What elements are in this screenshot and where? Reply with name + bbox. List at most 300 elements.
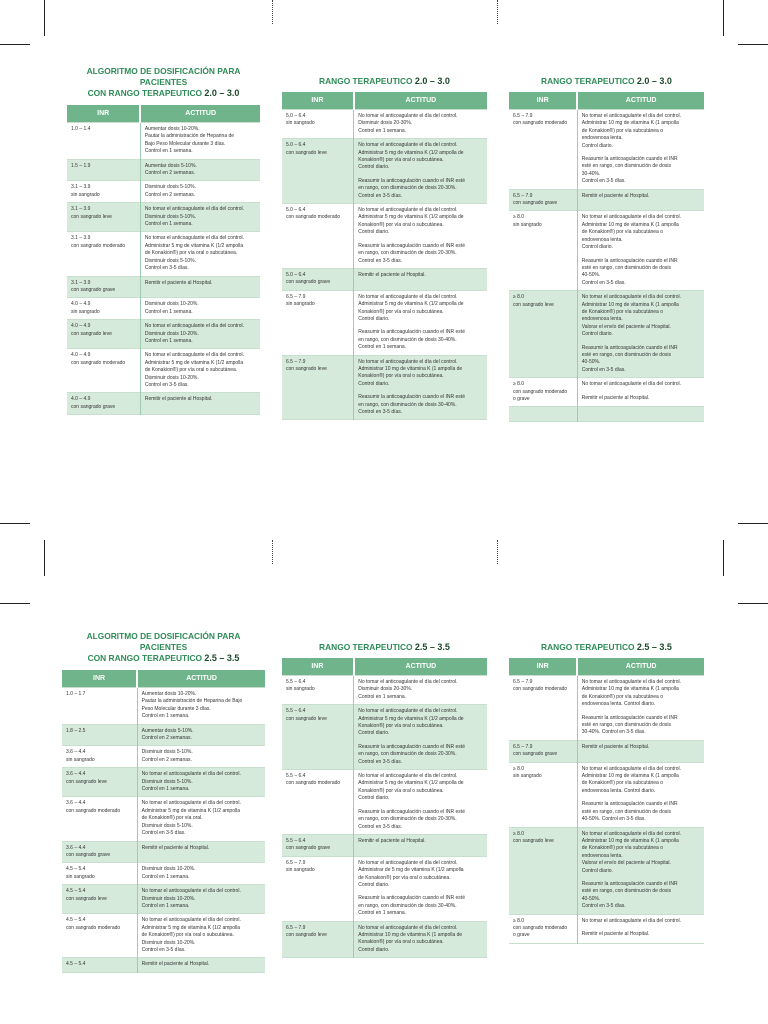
actitud-text: de Konakion®) por vía oral o subcutánea. [144, 250, 238, 257]
actitud-text: Remitir el paciente al Hospital. [144, 396, 213, 403]
actitud-text: Administrar 10 mg de vitamina K (1 ampolla [581, 837, 679, 844]
table-row [282, 834, 487, 856]
table-row [282, 139, 487, 204]
inr-text: 3.1 – 3.9 [71, 235, 91, 242]
inr-text: ≥ 8.0 [513, 830, 525, 837]
inr-text: ≥ 8.0 [513, 214, 525, 221]
inr-text: 5.5 – 6.4 [286, 679, 306, 685]
actitud-cell [137, 768, 265, 797]
actitud-cell [577, 110, 704, 190]
inr-text: 4.0 – 4.9 [71, 323, 91, 330]
fold-mark [497, 540, 498, 564]
inr-cell [62, 746, 137, 768]
inr-text: 5.0 – 6.4 [286, 207, 306, 214]
header-actitud: ACTITUD [577, 658, 704, 676]
inr-cell [282, 110, 354, 139]
actitud-text: Control en 1 semana. [144, 148, 193, 155]
inr-text: 6.5 – 7.9 [286, 358, 306, 365]
inr-text: 5.5 – 6.4 [286, 708, 306, 715]
actitud-cell [140, 123, 260, 160]
inr-text: 5.5 – 6.4 [286, 837, 306, 844]
actitud-cell [577, 189, 704, 211]
inr-text: con sangrado moderado [513, 686, 568, 693]
actitud-text: de Konakion®) por vía oral o subcutánea. [144, 367, 238, 374]
inr-cell [67, 159, 140, 181]
actitud-text: Control en 3-5 días. [141, 946, 186, 953]
actitud-text: Control diario. [358, 315, 390, 322]
actitud-text: Remitir el paciente al Hospital. [358, 271, 426, 278]
header-inr: INR [282, 92, 354, 110]
inr-cell [282, 834, 354, 856]
inr-cell [509, 914, 577, 943]
table-row [62, 841, 265, 863]
inr-text: 6.5 – 7.9 [286, 924, 306, 931]
actitud-cell [577, 291, 704, 378]
table-row [282, 770, 487, 835]
actitud-text: No tomar el anticoagulante el día del control. [358, 859, 458, 866]
actitud-text: endovenosa lenta. [581, 316, 623, 323]
panel-top-2 [282, 76, 487, 420]
inr-text: con sangrado leve [66, 778, 107, 785]
actitud-text: Administrar 5 mg de vitamina K (1/2 ampolla de [358, 780, 464, 787]
inr-text: con sangrado grave [513, 200, 558, 207]
inr-text: 4.0 – 4.9 [71, 396, 91, 403]
header-inr: INR [509, 658, 577, 676]
inr-text: con sangrado grave [286, 279, 331, 286]
actitud-text: esté en rango, con disminución de dosis [581, 264, 671, 271]
fold-mark [497, 0, 498, 24]
actitud-cell [140, 181, 260, 203]
inr-cell [509, 676, 577, 741]
actitud-text: Reasumir la anticoagulación cuando el INR [581, 257, 678, 264]
inr-text: 6.5 – 7.9 [286, 293, 306, 300]
inr-text: 1.5 – 1.9 [71, 162, 91, 169]
inr-text: 6.5 – 7.9 [513, 113, 533, 119]
actitud-text: Disminuir dosis 10-20%. [144, 374, 199, 381]
actitud-text: Control en 3-5 días. [581, 279, 626, 286]
table-row [509, 676, 704, 741]
actitud-text: Pautar la administración de Heparina de Bajo [141, 698, 243, 705]
actitud-text: Control en 1 semana. [358, 693, 407, 700]
actitud-text: Aumentar dosis 10-20%. [141, 691, 197, 697]
actitud-text: Administrar 10 mg de vitamina K (1 ampolla de [358, 365, 463, 372]
table-row [282, 921, 487, 958]
inr-text: con sangrado moderado [286, 214, 341, 221]
fold-mark [272, 0, 273, 24]
inr-cell [282, 290, 354, 355]
actitud-text: Control diario. [358, 795, 390, 802]
actitud-text: Administrar 5 mg de vitamina K (1/2 ampolla [144, 359, 244, 366]
inr-cell [509, 762, 577, 827]
actitud-text: Administrar 10 mg de vitamina K (1 ampolla de [358, 931, 463, 938]
actitud-text: 40-50%. Control en 3-5 días. [581, 816, 646, 823]
actitud-text: Administrar 5 mg de vitamina K (1/2 ampolla de [358, 715, 464, 722]
actitud-text: Reasumir la anticoagulación cuando el INR esté [358, 808, 465, 815]
crop-mark [0, 523, 30, 524]
inr-text: sin sangrado [513, 221, 542, 228]
table-row [62, 797, 265, 841]
actitud-text: No tomar el anticoagulante el día del control. [141, 888, 241, 895]
table-row [282, 355, 487, 420]
actitud-text: de Konakion®) por vía subcutánea o [581, 845, 663, 852]
actitud-text: Control en 3-5 días. [358, 758, 403, 765]
inr-text: sin sangrado [286, 686, 315, 693]
actitud-text: Control en 3-5 días. [581, 366, 626, 373]
actitud-cell [577, 914, 704, 943]
actitud-text: Reasumir la anticoagulación cuando el INR [581, 156, 678, 163]
actitud-text: Reasumir la anticoagulación cuando el INR [581, 880, 678, 887]
actitud-text: Reasumir la anticoagulación cuando el INR [581, 801, 678, 808]
inr-text: con sangrado grave [71, 286, 116, 293]
actitud-text: Administrar de 5 mg de vitamina K (1/2 ampolla [358, 867, 464, 874]
inr-text: 3.6 – 4.4 [66, 749, 86, 756]
panel-title: RANGO TERAPEUTICO 2.0 – 3.0 [319, 76, 450, 86]
actitud-text: Konakion®) por vía oral o subcutánea. [358, 723, 444, 730]
actitud-text: Control en 1 semana. [144, 221, 193, 228]
actitud-cell [577, 378, 704, 407]
actitud-text: Control en 1 semana. [358, 344, 407, 351]
inr-text: 5.5 – 6.4 [286, 773, 306, 780]
actitud-text: Konakion®) por vía oral o subcutánea. [358, 373, 444, 380]
actitud-text: Konakion®) por vía oral o subcutánea. [358, 221, 444, 228]
actitud-text: Disminuir dosis 10-20%. [144, 301, 199, 308]
panel-title: RANGO TERAPEUTICO 2.5 – 3.5 [319, 642, 450, 652]
inr-cell [282, 355, 354, 420]
actitud-text: Control diario. [358, 380, 390, 387]
table-row [62, 863, 265, 885]
table-row [67, 123, 260, 160]
table-row [282, 676, 487, 705]
actitud-text: No tomar el anticoagulante el día del control. [581, 679, 681, 685]
actitud-text: endovenosa lenta. Control diario. [581, 701, 656, 708]
inr-text: o grave [513, 396, 530, 402]
inr-text: con sangrado leve [513, 837, 554, 844]
actitud-text: Control diario. [358, 946, 390, 953]
actitud-text: Disminuir dosis 5-10%. [141, 749, 193, 756]
inr-text: con sangrado moderado [66, 807, 121, 814]
actitud-text: No tomar el anticoagulante el día del control. [358, 358, 458, 365]
actitud-text: Disminuir dosis 5-10%. [141, 778, 193, 785]
fold-mark [272, 540, 273, 564]
crop-mark [738, 44, 768, 45]
table-row [67, 349, 260, 393]
inr-cell [62, 914, 137, 958]
actitud-text: Control en 2 semanas. [144, 191, 196, 198]
actitud-text: Control en 3-5 días. [581, 178, 626, 185]
actitud-text: Control diario. [581, 331, 613, 338]
actitud-text: No tomar el anticoagulante el día del control. [581, 765, 681, 772]
inr-cell [509, 827, 577, 914]
panel-title: ALGORITMO DE DOSIFICACIÓN PARA PACIENTES CON RANGO TERAPEUTICO 2.5 – 3.5 [86, 631, 241, 663]
actitud-text: No tomar el anticoagulante el día del control. [358, 207, 458, 214]
table-row [62, 768, 265, 797]
actitud-text: en rango, con disminución de dosis 20-30%. [358, 185, 457, 192]
inr-text: 1.8 – 2.5 [66, 727, 86, 734]
actitud-cell [354, 921, 487, 958]
actitud-text: Konakion®) por vía oral o subcutánea. [358, 308, 444, 315]
actitud-cell [140, 232, 260, 276]
table-row [62, 914, 265, 958]
actitud-text: Control diario. [581, 244, 613, 251]
actitud-text: No tomar el anticoagulante el día del control. [358, 293, 458, 300]
inr-cell [62, 885, 137, 914]
actitud-text: Administrar 5 mg de vitamina K (1/2 ampolla [141, 924, 240, 931]
actitud-text: No tomar el anticoagulante el día del control. [581, 381, 681, 388]
inr-cell [67, 181, 140, 203]
actitud-text: Disminuir dosis 5-10%. [141, 822, 193, 829]
inr-cell [67, 349, 140, 393]
panel-title: RANGO TERAPEUTICO 2.0 – 3.0 [541, 76, 672, 86]
table-row [62, 958, 265, 972]
table-row [67, 276, 260, 298]
inr-text: 3.1 – 3.9 [71, 184, 91, 191]
inr-text: o grave [513, 932, 530, 939]
actitud-text: No tomar el anticoagulante el día del control. [581, 830, 681, 837]
inr-text: con sangrado moderado [71, 242, 126, 249]
actitud-text: de Konakion®) por vía subcutánea o [581, 780, 663, 787]
inr-text: con sangrado leve [286, 365, 327, 372]
actitud-text: Konakion®) por vía oral o subcutánea. [358, 157, 444, 164]
actitud-cell [137, 746, 265, 768]
inr-cell [509, 407, 577, 421]
table-row [67, 181, 260, 203]
inr-cell [62, 958, 137, 972]
actitud-cell [354, 705, 487, 770]
actitud-text: Control diario. [358, 229, 390, 236]
actitud-text: Reasumir la anticoagulación cuando el INR esté [358, 743, 465, 750]
actitud-cell [140, 320, 260, 349]
actitud-cell [137, 885, 265, 914]
actitud-text: Pautar la administración de Heparina de [144, 133, 235, 140]
actitud-text: Remitir el paciente al Hospital. [581, 930, 650, 937]
inr-text: 3.6 – 4.4 [66, 800, 86, 807]
inr-text: 1.0 – 1.4 [71, 126, 91, 132]
inr-text: con sangrado moderado [66, 924, 121, 931]
actitud-text: Remitir el paciente al Hospital. [141, 961, 210, 968]
inr-text: sin sangrado [71, 308, 100, 315]
actitud-text: esté en rango, con disminución de dosis [581, 163, 671, 170]
actitud-text: Control en 3-5 días. [141, 830, 186, 837]
actitud-text: Administrar 10 mg de vitamina K (1 ampolla [581, 686, 679, 693]
header-inr: INR [282, 658, 354, 676]
table-row [67, 232, 260, 276]
inr-cell [67, 232, 140, 276]
inr-cell [509, 211, 577, 291]
actitud-text: de Konakion®) por vía subcutánea o [581, 693, 663, 700]
actitud-cell [140, 349, 260, 393]
actitud-cell [137, 688, 265, 725]
inr-cell [282, 770, 354, 835]
inr-text: con sangrado grave [71, 403, 116, 410]
crop-mark [0, 603, 30, 604]
actitud-text: Peso Molecular durante 3 días. [141, 705, 211, 712]
dosing-table [509, 92, 704, 422]
actitud-text: Control diario. [581, 867, 613, 874]
actitud-text: esté en rango, con disminución de dosis [581, 722, 671, 729]
actitud-cell [137, 841, 265, 863]
actitud-cell [137, 863, 265, 885]
table-row [509, 189, 704, 211]
panel-bottom-2 [282, 642, 487, 958]
actitud-text: Control en 3-5 días. [358, 192, 403, 199]
actitud-text: No tomar el anticoagulante el día del control. [144, 352, 245, 359]
actitud-text: 30-40%. [581, 170, 601, 177]
table-row [509, 291, 704, 378]
inr-cell [67, 123, 140, 160]
inr-text: 5.0 – 6.4 [286, 113, 306, 119]
actitud-text: esté en rango, con disminución de dosis [581, 888, 671, 895]
actitud-text: Valorar el envío del paciente al Hospital. [581, 860, 671, 867]
actitud-text: de Konakion®) por vía oral o subcutánea. [141, 932, 234, 939]
dosing-table [282, 658, 487, 958]
inr-text: 1.0 – 1.7 [66, 691, 86, 697]
inr-text: 6.5 – 7.9 [513, 192, 533, 199]
actitud-text: No tomar el anticoagulante el día del control. [581, 294, 681, 301]
table-row [509, 762, 704, 827]
table-row [282, 268, 487, 290]
inr-text: 3.6 – 4.4 [66, 844, 86, 851]
inr-text: 3.6 – 4.4 [66, 771, 86, 778]
inr-cell [282, 204, 354, 269]
actitud-text: de Konakion®) por vía subcutánea o [581, 229, 663, 236]
inr-cell [62, 688, 137, 725]
actitud-text: Administrar 5 mg de vitamina K (1/2 ampolla [141, 807, 240, 814]
actitud-text: en rango, con disminución de dosis 20-30%. [358, 250, 457, 257]
inr-text: 5.0 – 6.4 [286, 142, 306, 149]
inr-text: sin sangrado [71, 191, 100, 198]
actitud-text: esté en rango, con disminución de dosis [581, 351, 671, 358]
inr-text: con sangrado leve [286, 715, 327, 722]
table-row [509, 407, 704, 421]
actitud-text: Control en 1 semana. [358, 127, 407, 134]
table-row [62, 746, 265, 768]
inr-text: 4.5 – 5.4 [66, 888, 86, 895]
actitud-text: en rango, con disminución de dosis 30-40%. [358, 336, 457, 343]
actitud-text: Bajo Peso Molecular durante 3 días. [144, 140, 226, 147]
actitud-cell [577, 676, 704, 741]
inr-cell [282, 268, 354, 290]
actitud-text: esté en rango, con disminución de dosis [581, 808, 671, 815]
actitud-text: Remitir el paciente al Hospital. [581, 192, 650, 199]
actitud-text: en rango, con disminución de dosis 30-40%. [358, 401, 457, 408]
actitud-cell [137, 914, 265, 958]
actitud-text: Control en 1 semana. [144, 308, 193, 315]
actitud-text: de Konakion®) por vía oral. [141, 815, 203, 822]
inr-cell [509, 378, 577, 407]
actitud-cell [354, 834, 487, 856]
actitud-text: Control en 2 semanas. [141, 756, 192, 763]
header-actitud: ACTITUD [137, 670, 265, 688]
table-row [282, 204, 487, 269]
actitud-text: endovenosa lenta. [581, 236, 623, 243]
crop-mark [0, 44, 30, 45]
dosing-table [509, 658, 704, 944]
actitud-text: No tomar el anticoagulante el día del control. [358, 679, 458, 685]
inr-text: 4.0 – 4.9 [71, 301, 91, 308]
actitud-cell [354, 676, 487, 705]
inr-cell [67, 203, 140, 232]
actitud-text: Disminuir dosis 10-20%. [141, 895, 196, 902]
actitud-cell [354, 139, 487, 204]
actitud-text: Administrar 10 mg de vitamina K (1 ampolla [581, 120, 679, 127]
inr-text: 6.5 – 7.9 [513, 679, 533, 685]
actitud-text: No tomar el anticoagulante el día del control. [144, 323, 245, 330]
actitud-text: Control en 1 semana. [141, 902, 190, 909]
actitud-cell [140, 203, 260, 232]
inr-text: 4.5 – 5.4 [66, 961, 86, 968]
actitud-text: Reasumir la anticoagulación cuando el INR esté [358, 177, 465, 184]
table-row [67, 159, 260, 181]
actitud-text: Control en 3-5 días. [144, 381, 189, 388]
table-row [62, 885, 265, 914]
inr-text: sin sangrado [66, 756, 95, 763]
inr-text: con sangrado leve [71, 213, 112, 220]
actitud-text: en rango, con disminución de dosis 20-30%. [358, 751, 457, 758]
actitud-cell [577, 211, 704, 291]
header-inr: INR [67, 105, 140, 123]
inr-text: con sangrado leve [513, 301, 554, 308]
actitud-text: Control en 3-5 días. [581, 903, 626, 910]
actitud-text: de Konakion®) por vía subcutánea o [581, 127, 663, 134]
inr-text: con sangrado grave [513, 751, 558, 758]
inr-cell [67, 320, 140, 349]
actitud-text: en rango, con disminución de dosis 20-30%. [358, 816, 457, 823]
actitud-text: Control en 3-5 días. [358, 823, 403, 830]
actitud-text: Reasumir la anticoagulación cuando el INR esté [358, 394, 465, 401]
header-actitud: ACTITUD [354, 658, 487, 676]
actitud-text: No tomar el anticoagulante el día del control. [581, 113, 681, 119]
inr-text: ≥ 8.0 [513, 381, 525, 388]
panel-bottom-1 [62, 631, 265, 973]
inr-text: con sangrado leve [71, 330, 112, 337]
actitud-cell [140, 276, 260, 298]
actitud-text: endovenosa lenta. [581, 852, 623, 859]
inr-cell [282, 705, 354, 770]
table-row [509, 378, 704, 407]
inr-cell [509, 189, 577, 211]
inr-cell [62, 768, 137, 797]
actitud-text: endovenosa lenta. [581, 135, 623, 142]
actitud-cell [140, 298, 260, 320]
inr-text: 4.5 – 5.4 [66, 866, 86, 873]
actitud-text: Valorar el envío del paciente al Hospital. [581, 323, 671, 330]
actitud-text: Reasumir la anticoagulación cuando el INR esté [358, 895, 465, 902]
inr-text: con sangrado moderado [286, 780, 341, 787]
table-row [282, 856, 487, 921]
inr-text: sin sangrado [66, 873, 95, 880]
actitud-text: No tomar el anticoagulante el día del control. [358, 924, 458, 931]
inr-cell [509, 291, 577, 378]
actitud-text: 40-50%. [581, 272, 601, 279]
actitud-cell [354, 770, 487, 835]
actitud-text: Reasumir la anticoagulación cuando el INR [581, 714, 678, 721]
dosing-table [67, 105, 260, 415]
actitud-text: Remitir el paciente al Hospital. [141, 844, 210, 851]
actitud-text: Control diario. [358, 730, 390, 737]
actitud-text: Control en 1 semana. [141, 873, 190, 880]
actitud-text: No tomar el anticoagulante el día del control. [358, 142, 458, 149]
crop-mark [723, 0, 724, 36]
crop-mark [738, 603, 768, 604]
table-row [282, 705, 487, 770]
actitud-text: Control en 2 semanas. [141, 735, 192, 742]
panel-title: RANGO TERAPEUTICO 2.5 – 3.5 [541, 642, 672, 652]
inr-text: 6.5 – 7.9 [286, 859, 306, 866]
actitud-text: Konakion®) por vía oral o subcutánea. [358, 939, 444, 946]
actitud-text: Control en 1 semana. [141, 713, 190, 720]
dosing-table [62, 670, 265, 973]
actitud-text: No tomar el anticoagulante el día del control. [358, 708, 458, 715]
